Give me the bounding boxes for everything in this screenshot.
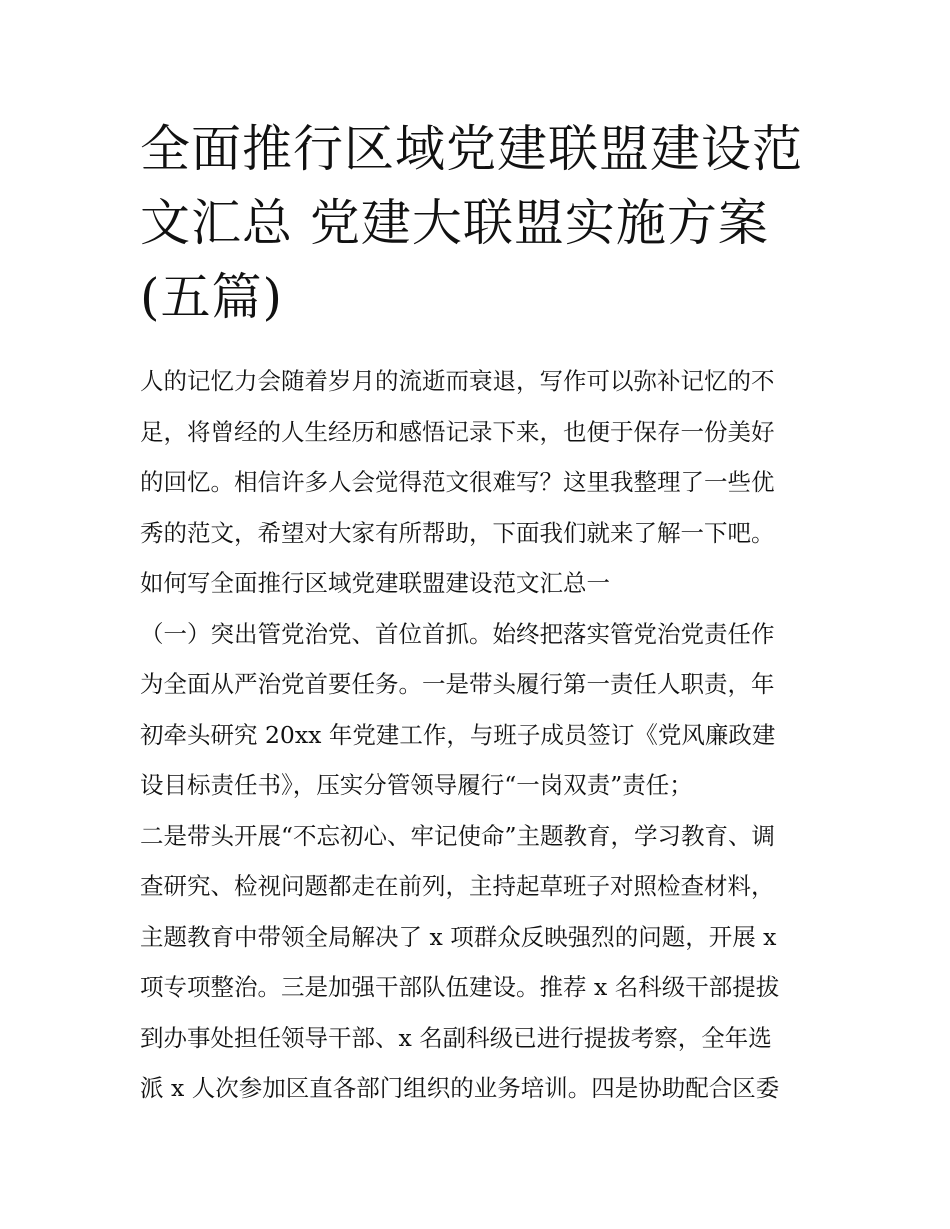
- document-title: [140, 112, 830, 334]
- title-line: 文汇总 党建大联盟实施方案: [140, 194, 769, 252]
- body-line: 二是带头开展“不忘初心、牢记使命”主题教育，学习教育、调: [140, 821, 776, 850]
- body-line: 到办事处担任领导干部、x 名副科级已进行提拔考察，全年选: [140, 1023, 772, 1052]
- body-line: 设目标责任书》，压实分管领导履行“一岗双责”责任；: [140, 771, 693, 799]
- body-line: 的回忆。相信许多人会觉得范文很难写？这里我整理了一些优: [140, 468, 775, 496]
- title-line: 全面推行区域党建联盟建设范: [140, 120, 803, 178]
- body-line: 足，将曾经的人生经历和感悟记录下来，也便于保存一份美好: [140, 417, 775, 446]
- body-line: 初牵头研究 20xx 年党建工作，与班子成员签订《党风廉政建: [140, 720, 776, 749]
- section-heading: 如何写全面推行区域党建联盟建设范文汇总一: [140, 569, 610, 597]
- body-line: （一）突出管党治党、首位首抓。始终把落实管党治党责任作: [140, 619, 775, 648]
- body-line: 查研究、检视问题都走在前列，主持起草班子对照检查材料，: [140, 872, 775, 900]
- document-body: [140, 356, 830, 1114]
- body-line: 派 x 人次参加区直各部门组织的业务培训。四是协助配合区委: [140, 1074, 780, 1102]
- body-line: 项专项整治。三是加强干部队伍建设。推荐 x 名科级干部提拔: [140, 973, 780, 1001]
- body-line: 秀的范文，希望对大家有所帮助，下面我们就来了解一下吧。: [140, 518, 775, 547]
- body-line: 人的记忆力会随着岁月的流逝而衰退，写作可以弥补记忆的不: [140, 367, 775, 395]
- body-line: 主题教育中带领全局解决了 x 项群众反映强烈的问题，开展 x: [140, 922, 777, 951]
- body-line: 为全面从严治党首要任务。一是带头履行第一责任人职责，年: [140, 670, 775, 698]
- title-line: (五篇): [140, 268, 284, 326]
